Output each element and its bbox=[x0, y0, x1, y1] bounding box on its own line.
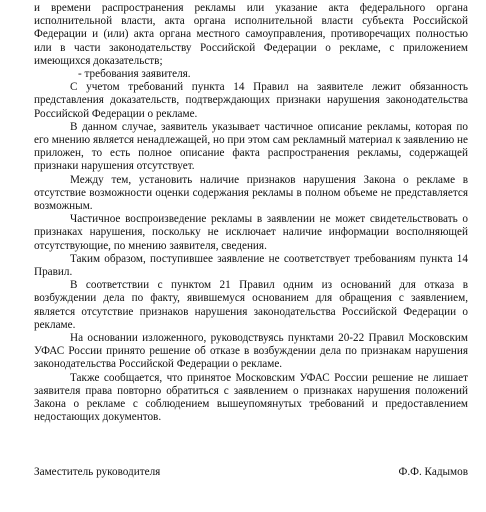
list-item-applicant-requirements: - требования заявителя. bbox=[78, 68, 191, 81]
paragraph-burden-of-proof: С учетом требований пункта 14 Правил на заявителе лежит обязанность представления доказательств, подтверждающих признаки нарушения законодательства Российской Федерации о рекламе. bbox=[34, 81, 468, 120]
signatory-role: Заместитель руководителя bbox=[34, 466, 161, 478]
paragraph-partial-reproduction: Частичное воспроизведение рекламы в заявлении не может свидетельствовать о признаках нарушения, поскольку не исключает наличие информации восполняющей отсутствующие, по мнению заявителя, сведения. bbox=[34, 213, 468, 252]
paragraph-reapply-notice: Также сообщается, что принятое Московским УФАС России решение не лишает заявителя права повторно обратиться с заявлением о признаках нарушения положений Закона о рекламе с соблюдением вышеупомянутых требований и предоставлением недостающих документов. bbox=[34, 371, 468, 424]
paragraph-refusal-grounds: В соответствии с пунктом 21 Правил одним из оснований для отказа в возбуждении дела по факту, явившемуся основанием для обращения с заявлением, является отсутствие признаков нарушения законодательства Российской Федерации о рекламе. bbox=[34, 279, 468, 331]
paragraph-evidence-requirements: и времени распространения рекламы или указание акта федерального органа исполнительной власти, акта органа исполнительной власти субъекта Российской Федерации и (или) акта органа местного самоуправления, противоречащих полностью или в части законодательству Российской Федерации о рекламе, с приложением имеющихся доказательств; bbox=[34, 2, 468, 67]
paragraph-impossible-assessment: Между тем, установить наличие признаков нарушения Закона о рекламе в отсутствие возможности оценки содержания рекламы в полном объеме не представляется возможным. bbox=[34, 173, 468, 213]
signatory-name: Ф.Ф. Кадымов bbox=[398, 466, 468, 478]
paragraph-conclusion: Таким образом, поступившее заявление не соответствует требованиям пункта 14 Правил. bbox=[34, 252, 468, 279]
paragraph-partial-description: В данном случае, заявитель указывает частичное описание рекламы, которая по его мнению является ненадлежащей, но при этом сам рекламный материал к заявлению не приложен, то есть полное описание факта распространения рекламы, содержащей признаки нарушения отсутствует. bbox=[34, 120, 468, 173]
paragraph-decision: На основании изложенного, руководствуясь пунктами 20-22 Правил Московским УФАС России принято решение об отказе в возбуждении дела по признакам нарушения законодательства Российской Федерации о рекламе. bbox=[34, 332, 468, 371]
document-body bbox=[34, 2, 468, 425]
signature-block bbox=[34, 466, 468, 480]
